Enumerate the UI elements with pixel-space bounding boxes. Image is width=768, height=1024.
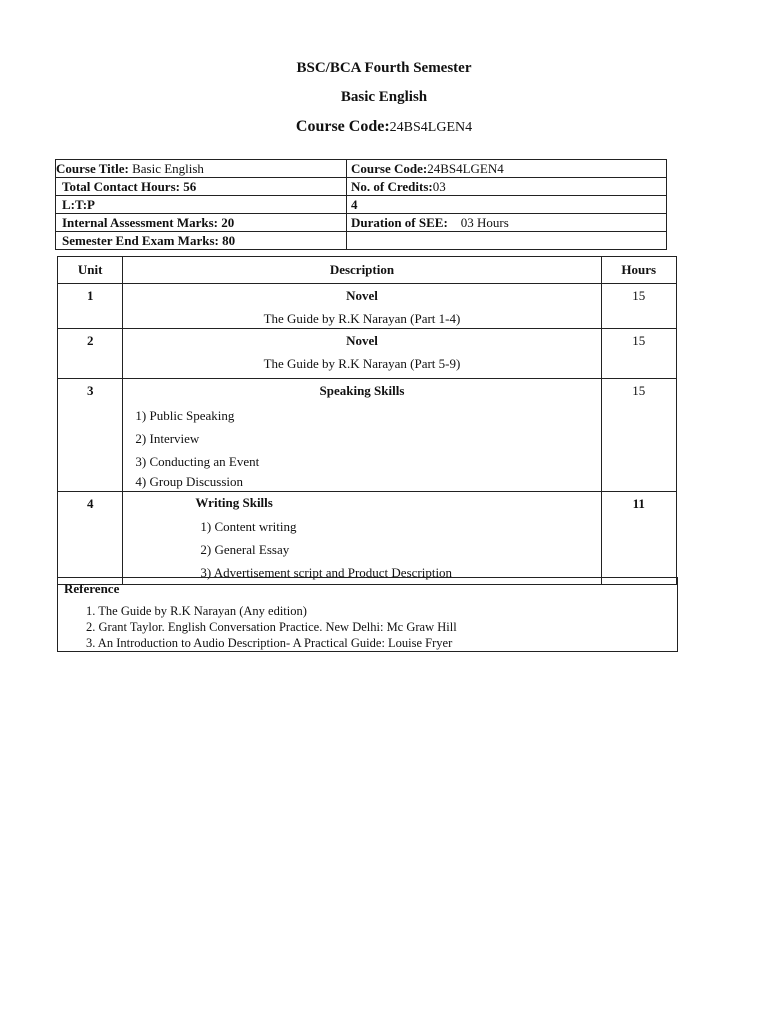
course-info-table	[55, 159, 667, 250]
unit-subtitle: The Guide by R.K Narayan (Part 1-4)	[263, 311, 461, 326]
ltp-value-cell: 4	[347, 196, 667, 214]
credits-label: No. of Credits:	[351, 179, 433, 194]
unit-hours: 11	[601, 492, 677, 585]
course-title-value: Basic English	[128, 161, 204, 176]
duration-cell	[347, 214, 667, 232]
list-item: 1) Content writing	[200, 519, 297, 534]
credits-cell	[347, 178, 667, 196]
info-row	[56, 178, 667, 196]
reference-table	[57, 577, 678, 652]
unit-description	[123, 379, 601, 492]
unit-row	[58, 379, 677, 492]
topic-list	[200, 515, 596, 584]
unit-number: 1	[58, 284, 123, 329]
course-code-heading-label: Course Code:	[295, 118, 390, 135]
reference-title: Reference	[64, 581, 120, 596]
units-header-row	[58, 257, 677, 284]
unit-description	[123, 284, 601, 329]
unit-description	[123, 492, 601, 585]
unit-number: 3	[58, 379, 123, 492]
info-row	[56, 160, 667, 178]
unit-number: 2	[58, 329, 123, 379]
list-item: 4) Group Discussion	[135, 474, 244, 489]
course-title-cell	[56, 160, 347, 178]
empty-cell	[347, 232, 667, 250]
unit-title: Novel	[346, 333, 378, 348]
unit-title: Speaking Skills	[319, 383, 405, 398]
reference-row	[58, 578, 678, 652]
hours-column-header: Hours	[601, 257, 677, 284]
reference-list	[64, 603, 671, 651]
units-table	[57, 256, 677, 585]
course-title-label: Course Title:	[56, 161, 129, 176]
list-item: 2) Interview	[135, 431, 200, 446]
unit-row	[58, 329, 677, 379]
list-item: 3) Conducting an Event	[135, 454, 260, 469]
total-hours-cell: Total Contact Hours: 56	[56, 178, 347, 196]
unit-column-header: Unit	[58, 257, 123, 284]
subject-heading: Basic English	[340, 89, 428, 105]
semester-heading: BSC/BCA Fourth Semester	[296, 60, 472, 76]
topic-list	[135, 404, 596, 491]
list-item: 2) General Essay	[200, 542, 290, 557]
unit-number: 4	[58, 492, 123, 585]
duration-value: 03 Hours	[460, 215, 509, 230]
unit-row	[58, 492, 677, 585]
description-column-header: Description	[123, 257, 601, 284]
reference-cell	[58, 578, 678, 652]
unit-hours: 15	[601, 329, 677, 379]
course-code-cell	[347, 160, 667, 178]
unit-title: Writing Skills	[195, 495, 273, 510]
course-code-label: Course Code:	[351, 161, 428, 176]
info-row	[56, 196, 667, 214]
list-item: 3. An Introduction to Audio Description- A Practical Guide: Louise Fryer	[86, 636, 453, 650]
list-item: 1) Public Speaking	[135, 408, 235, 423]
unit-hours: 15	[601, 379, 677, 492]
unit-description	[123, 329, 601, 379]
unit-row	[58, 284, 677, 329]
course-code-heading-value: 24BS4LGEN4	[389, 120, 473, 135]
unit-hours: 15	[601, 284, 677, 329]
info-row	[56, 232, 667, 250]
course-code-value: 24BS4LGEN4	[427, 161, 504, 176]
list-item: 1. The Guide by R.K Narayan (Any edition)	[86, 604, 307, 618]
semester-end-cell: Semester End Exam Marks: 80	[56, 232, 347, 250]
unit-subtitle: The Guide by R.K Narayan (Part 5-9)	[263, 356, 461, 371]
list-item: 3) Advertisement script and Product Description	[200, 565, 453, 580]
internal-marks-cell: Internal Assessment Marks: 20	[56, 214, 347, 232]
info-row	[56, 214, 667, 232]
ltp-label-cell: L:T:P	[56, 196, 347, 214]
unit-title: Novel	[346, 288, 378, 303]
credits-value: 03	[432, 179, 446, 194]
course-code-heading	[0, 118, 768, 136]
duration-label: Duration of SEE:	[351, 215, 448, 230]
list-item: 2. Grant Taylor. English Conversation Practice. New Delhi: Mc Graw Hill	[86, 620, 457, 634]
